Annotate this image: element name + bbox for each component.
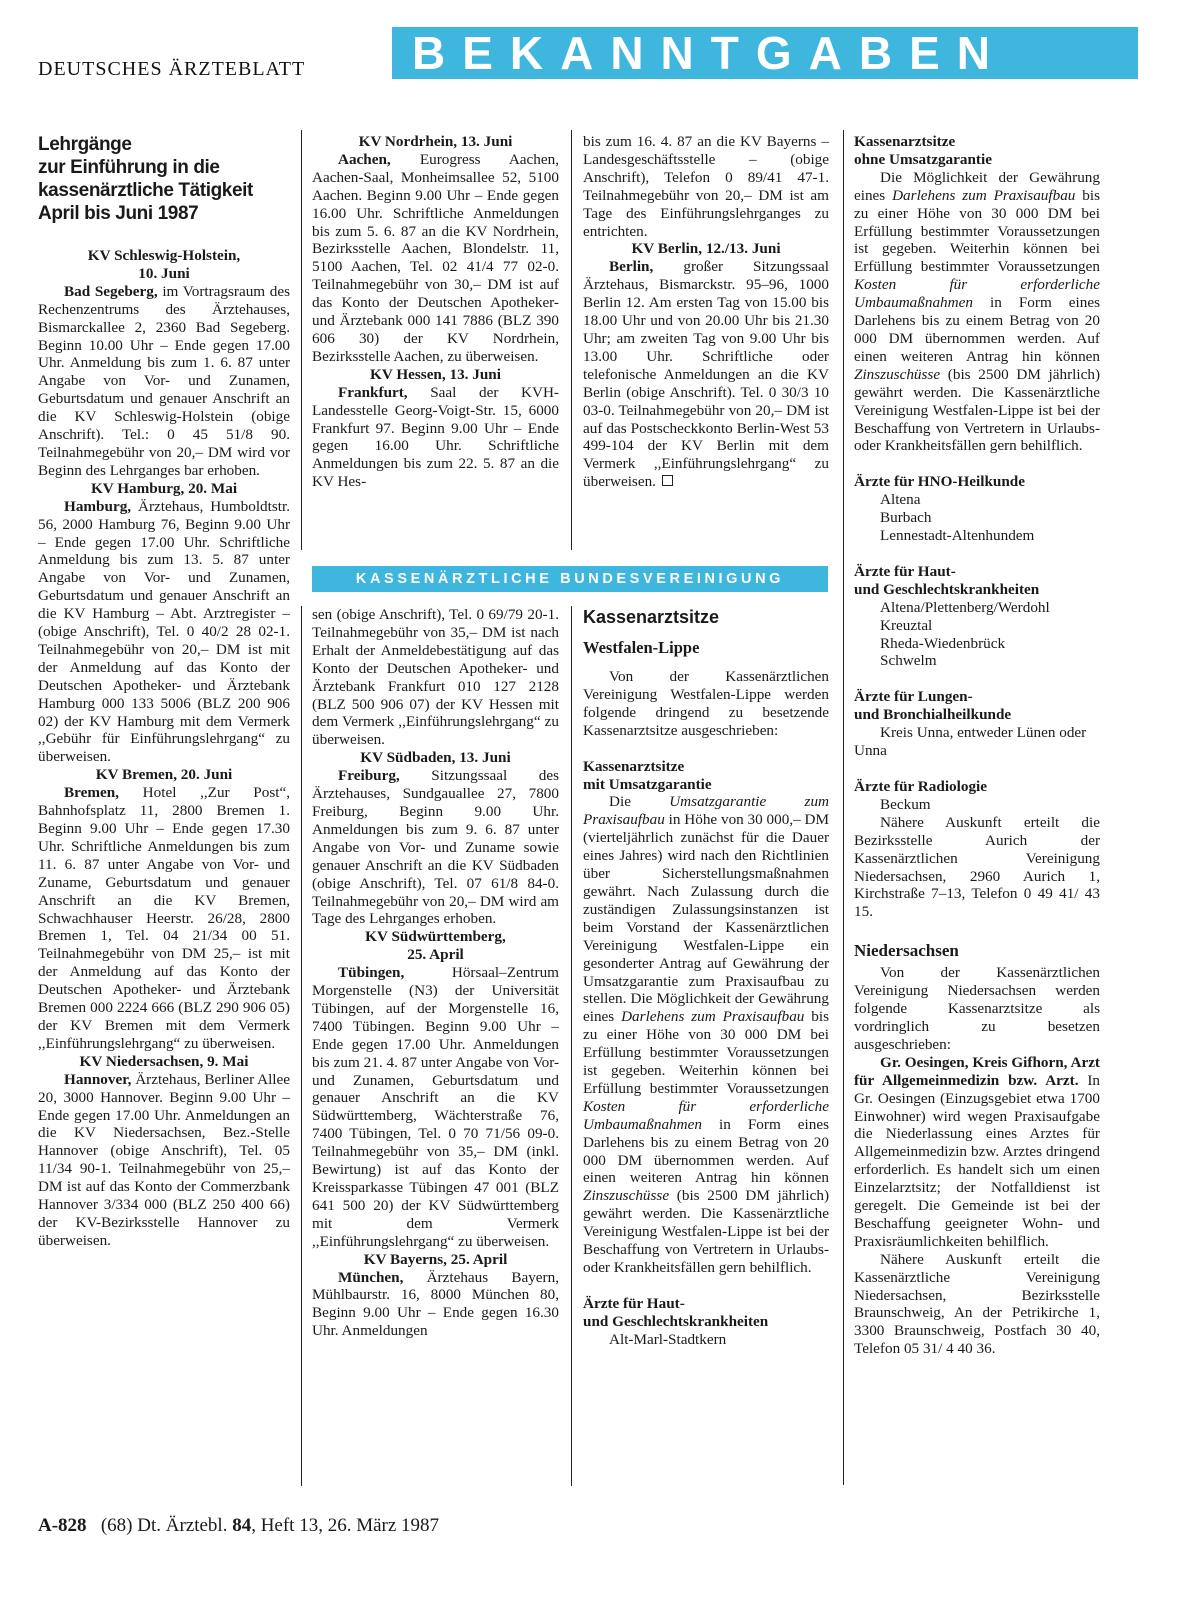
intro-text: Von der Kassenärztlichen Vereinigung Niedersachsen werden folgende Kassenarztsitze als vordringlich zu besetzen ausgeschrieben: (854, 964, 1100, 1053)
specialty-heading: Ärzte für Radiologie (854, 778, 988, 795)
entry-title: KV Südwürttemberg, (365, 928, 506, 946)
region-title: Westfalen-Lippe (583, 638, 700, 657)
entry-title: KV Schleswig-Holstein, (87, 247, 241, 264)
place-item: Lennestadt-Altenhundem (880, 527, 1035, 545)
entry-title: KV Hamburg, 20. Mai (90, 479, 238, 497)
specialty-heading: und Geschlechtskrankheiten (583, 1312, 769, 1330)
group-heading: Kassenarztsitze (583, 757, 685, 775)
column-2-bottom (312, 606, 559, 1340)
entry-text: bis zum 16. 4. 87 an die KV Bayerns – Landesgeschäftsstelle – (obige Anschrift), Telefon 0 89/41 47-1. Teilnahmegebühr von 20,– DM ist am Tage des Einführungslehrganges zu entrichten. (583, 133, 829, 240)
column-3-bottom (583, 606, 829, 1349)
column-2-top (312, 133, 559, 491)
place-item: Alt-Marl-Stadtkern (609, 1330, 727, 1348)
entry-title: KV Hessen, 13. Juni (370, 365, 501, 383)
end-mark-icon (662, 475, 673, 486)
column-rule (571, 606, 572, 1486)
group-heading: ohne Umsatzgarantie (854, 150, 992, 168)
place-item: Schwelm (880, 652, 937, 670)
entry-title: KV Niedersachsen, 9. Mai (79, 1052, 249, 1070)
specialty-heading: Ärzte für Lungen- (854, 688, 973, 706)
group-text: Die Möglichkeit der Gewährung eines Darlehens zum Praxisaufbau bis zu einer Höhe von 30 000 DM bei Erfüllung bestimmter Voraussetzungen ist gegeben. Weiterhin können bei Erfüllung bestimmter Voraussetzungen Kosten für erforderliche Umbaumaßnahmen in Form eines Darlehens bis zu einem Betrag von 20 000 DM übernommen werden. Auf einen weiteren Antrag hin können Zinszuschüsse (bis 2500 DM jährlich) gewährt werden. Die Kassenärztliche Vereinigung Westfalen-Lippe ist bei der Beschaffung von Vertretern in Urlaubs- oder Krankheitsfällen gern behilflich. (854, 168, 1101, 455)
entry-text: sen (obige Anschrift), Tel. 0 69/79 20-1. Teilnahmegebühr von 35,– DM ist nach Erhalt der Anmeldebestätigung auf das Konto der Deutschen Apotheker- und Ärztebank Frankfurt 010 127 2128 (BLZ 500 906 07) der KV Hessen mit dem Vermerk ,,Einführungslehrgang“ zu überweisen. (312, 606, 559, 749)
column-rule (301, 130, 302, 550)
page-number: A-828 (38, 1515, 87, 1536)
masthead: DEUTSCHES ÄRZTEBLATT (38, 58, 306, 80)
listing-text: Gr. Oesingen, Kreis Gifhorn, Arzt für Allgemeinmedizin bzw. Arzt. In Gr. Oesingen (Einzugsgebiet etwa 1700 Einwohner) wird wegen Praxisaufgabe die Niederlassung eines Arztes für Allgemeinmedizin bzw. Arztes dringend erforderlich. Es handelt sich um einen Einzelarztsitz; der Notfalldienst ist geregelt. Die Gemeinde ist bei der Beschaffung geeigneter Wohn- und Praxisräumlichkeiten behilflich. (854, 1053, 1100, 1250)
section-banner: BEKANNTGABEN (392, 27, 1138, 79)
contact-text: Nähere Auskunft erteilt die Bezirksstelle Aurich der Kassenärztlichen Vereinigung Niedersachsen, 2960 Aurich 1, Kirchstraße 7–13, Telefon 0 49 41/ 43 15. (854, 813, 1100, 921)
column-rule (571, 130, 572, 550)
entry-text: Berlin, großer Sitzungssaal Ärztehaus, Bismarckstr. 95–96, 1000 Berlin 12. Am ersten Tag von 15.00 bis 18.00 Uhr und von 20.00 Uhr bis 21.30 Uhr; am zweiten Tag von 9.00 Uhr bis 13.00 Uhr. Schriftliche oder telefonische Anmeldungen an die KV Berlin (obige Anschrift). Tel. 0 30/3 10 03-0. Teilnahmegebühr von 20,– DM ist auf das Postscheckkonto Berlin-West 53 499-104 der KV Berlin mit dem Vermerk ,,Einführungslehrgang“ zu überweisen. (583, 258, 829, 491)
entry-text: Freiburg, Sitzungssaal des Ärztehauses, Sundgauallee 27, 7800 Freiburg, Beginn 9.00 Uhr. Anmeldungen bis zum 9. 6. 87 unter Angabe von Vor- und Zuname sowie genauer Anschrift an die KV Südbaden (obige Anschrift), Tel. 07 61/8 84-0. Teilnahmegebühr von 20,– DM wird am Tage des Lehrganges erhoben. (312, 767, 559, 928)
group-heading: mit Umsatzgarantie (583, 775, 712, 793)
place-item: Rheda-Wiedenbrück (880, 634, 1006, 652)
entry-text: Hamburg, Ärztehaus, Humboldtstr. 56, 2000 Hamburg 76, Beginn 9.00 Uhr – Ende gegen 17.00 Uhr. Schriftliche Anmeldung bis zum 13. 5. 87 unter Angabe von Vor- und Zunamen, Geburtsdatum und genauer Anschrift an die KV Hamburg – Abt. Arztregister – (obige Anschrift), Tel. 0 40/2 28 02-1. Teilnahmegebühr von 20,– DM ist mit der Anmeldung auf das Konto der Deutschen Apotheker- und Ärztebank Hamburg 000 133 5006 (BLZ 200 906 02) der KV Hamburg mit dem Vermerk ,,Gebühr für Einführungslehrgang“ zu überweisen. (38, 497, 291, 766)
heading-line: zur Einführung in die (38, 157, 220, 178)
contact-text: Nähere Auskunft erteilt die Kassenärztliche Vereinigung Niedersachsen, Bezirksstelle Braunschweig, An der Petrikirche 1, 3300 Braunschweig, Postfach 30 40, Telefon 05 31/ 4 40 36. (854, 1250, 1100, 1358)
entry-text: Frankfurt, Saal der KVH-Landesstelle Georg-Voigt-Str. 15, 6000 Frankfurt 97. Beginn 9.00 Uhr – Ende gegen 16.00 Uhr. Schriftliche Anmeldungen bis zum 22. 5. 87 an die KV Hes- (312, 383, 559, 491)
entry-text: Aachen, Eurogress Aachen, Aachen-Saal, Monheimsallee 52, 5100 Aachen. Beginn 9.00 Uhr – Ende gegen 16.00 Uhr. Schriftliche Anmeldungen bis zum 5. 6. 87 an die KV Nordrhein, Bezirksstelle Aachen, Blondelstr. 11, 5100 Aachen, Tel. 02 41/4 77 02-0. Teilnahmegebühr von 30,– DM ist auf das Konto der Deutschen Apotheker- und Ärztebank 000 141 7886 (BLZ 390 606 30) der KV Nordrhein, Bezirksstelle Aachen, zu überweisen. (312, 150, 559, 365)
place-item: Altena/Plettenberg/Werdohl (880, 598, 1050, 616)
issue: , Heft 13, 26. März 1987 (251, 1515, 440, 1536)
page-footer (38, 1515, 439, 1537)
column-rule (843, 130, 844, 1485)
article-heading (38, 133, 290, 225)
place-text: Kreis Unna, entweder Lünen oder Unna (854, 724, 1087, 760)
entry-text: München, Ärztehaus Bayern, Mühlbaurstr. 16, 8000 München 80, Beginn 9.00 Uhr – Ende gegen 16.30 Uhr. Anmeldungen (312, 1268, 559, 1340)
place-item: Altena (880, 491, 921, 509)
entry-title: 10. Juni (138, 264, 190, 282)
entry-text: Hannover, Ärztehaus, Berliner Allee 20, 3000 Hannover. Beginn 9.00 Uhr – Ende gegen 17.00 Uhr. Anmeldungen an die KV Niedersachsen, Bez.-Stelle Hannover (obige Anschrift), Tel. 05 11/34 90-1. Teilnahmegebühr von 25,– DM ist auf das Konto der Commerzbank Hannover 3/334 000 (BLZ 250 400 66) der KV-Bezirksstelle Hannover zu überweisen. (38, 1070, 290, 1249)
citation: (68) Dt. Ärztebl. (100, 1515, 228, 1536)
group-text: Die Umsatzgarantie zum Praxisaufbau in Höhe von 30 000,– DM (vierteljährlich zunächst für die Dauer eines Jahres) wird nach den Richtlinien über Sicherstellungsmaßnahmen gewährt. Nach Zulassung durch die zuständigen Zulassungsinstanzen ist beim Vorstand der Kassenärztlichen Vereinigung Westfalen-Lippe ein gesonderter Antrag auf Gewährung der Umsatzgarantie zum Praxisaufbau zu stellen. Die Möglichkeit der Gewährung eines Darlehens zum Praxisaufbau bis zu einer Höhe von 30 000 DM bei Erfüllung bestimmter Voraussetzungen ist gegeben. Weiterhin können bei Erfüllung bestimmter Voraussetzungen Kosten für erforderliche Umbaumaßnahmen in Form eines Darlehens bis zu einem Betrag von 20 000 DM übernommen werden. Auf einen weiteren Antrag hin können Zinszuschüsse (bis 2500 DM jährlich) gewährt werden. Die Kassenärztliche Vereinigung Westfalen-Lippe ist bei der Beschaffung von Vertretern in Urlaubs- oder Krankheitsfällen gern behilflich. (583, 793, 830, 1276)
entry-text: Bremen, Hotel ,,Zur Post“, Bahnhofsplatz 11, 2800 Bremen 1. Beginn 9.00 Uhr – Ende gegen 17.30 Uhr. Schriftliche Anmeldungen bis zum 11. 6. 87 unter Angabe von Vor- und Zuname, Geburtsdatum und genauer Anschrift an die KV Bremen, Schwachhauser Heerstr. 26/28, 2800 Bremen 1, Tel. 04 21/34 00 51. Teilnahmegebühr von DM 25,– ist mit der Anmeldung auf das Konto der Deutschen Apotheker- und Ärztebank Bremen 000 2224 666 (BLZ 290 906 05) der KV Bremen mit dem Vermerk ,,Einführungslehrgang“ zu überweisen. (38, 784, 290, 1052)
column-rule (301, 606, 302, 1486)
place-item: Burbach (880, 509, 932, 527)
entry-title: KV Bremen, 20. Juni (95, 766, 233, 784)
entry-text: Bad Segeberg, im Vortragsraum des Rechenzentrums des Ärztehauses, Bismarckallee 2, 2360 Bad Segeberg. Beginn 10.00 Uhr – Ende gegen 17.00 Uhr. Anmeldung bis zum 1. 6. 87 unter Angabe von Vor- und Zunamen, Geburtsdatum und genauer Anschrift an die KV Schleswig-Holstein (obige Anschrift). Tel.: 0 45 51/8 90. Teilnahmegebühr von 20,– DM wird vor Beginn des Lehrganges bar erhoben. (38, 282, 290, 479)
entry-title: 25. April (407, 946, 464, 964)
column-4 (854, 133, 1100, 1358)
kv-bundesvereinigung-bar: KASSENÄRZTLICHE BUNDESVEREINIGUNG (312, 566, 828, 592)
entry-title: KV Südbaden, 13. Juni (360, 749, 511, 767)
specialty-heading: Ärzte für HNO-Heilkunde (854, 473, 1025, 491)
entry-title: KV Nordrhein, 13. Juni (358, 133, 513, 150)
intro-text: Von der Kassenärztlichen Vereinigung Westfalen-Lippe werden folgende dringend zu besetzende Kassenarztsitze ausgeschrieben: (583, 668, 829, 739)
specialty-heading: Ärzte für Haut- (854, 562, 956, 580)
place-item: Beckum (880, 795, 931, 813)
section-title: Kassenarztsitze (583, 607, 720, 627)
entry-title: KV Bayerns, 25. April (363, 1250, 508, 1268)
column-3-top (583, 133, 829, 491)
group-heading: Kassenarztsitze (854, 133, 956, 150)
entry-title: KV Berlin, 12./13. Juni (631, 240, 781, 258)
specialty-heading: Ärzte für Haut- (583, 1294, 685, 1312)
volume: 84 (232, 1515, 252, 1536)
place-item: Kreuztal (880, 616, 933, 634)
region-title: Niedersachsen (854, 941, 959, 961)
heading-line: April bis Juni 1987 (38, 203, 199, 224)
heading-line: kassenärztliche Tätigkeit (38, 180, 253, 201)
entry-text: Tübingen, Hörsaal–Zentrum Morgenstelle (N3) der Universität Tübingen, auf der Morgenstelle 16, 7400 Tübingen. Beginn 9.00 Uhr – Ende gegen 17.00 Uhr. Anmeldungen bis zum 21. 4. 87 unter Angabe von Vor- und Zunamen, Geburtsdatum und genauer Anschrift an die KV Südwürttemberg, Wächterstraße 76, 7400 Tübingen, Tel. 0 70 71/56 09-0. Teilnahmegebühr von 35,– DM (inkl. Bewirtung) ist auf das Konto der Kreissparkasse Tübingen 47 001 (BLZ 641 500 20) der KV Südwürttemberg mit dem Vermerk ,,Einführungslehrgang“ zu überweisen. (312, 964, 559, 1250)
specialty-heading: und Geschlechtskrankheiten (854, 580, 1040, 598)
specialty-heading: und Bronchialheilkunde (854, 706, 1012, 724)
heading-line: Lehrgänge (38, 134, 132, 155)
column-1 (38, 133, 290, 1250)
